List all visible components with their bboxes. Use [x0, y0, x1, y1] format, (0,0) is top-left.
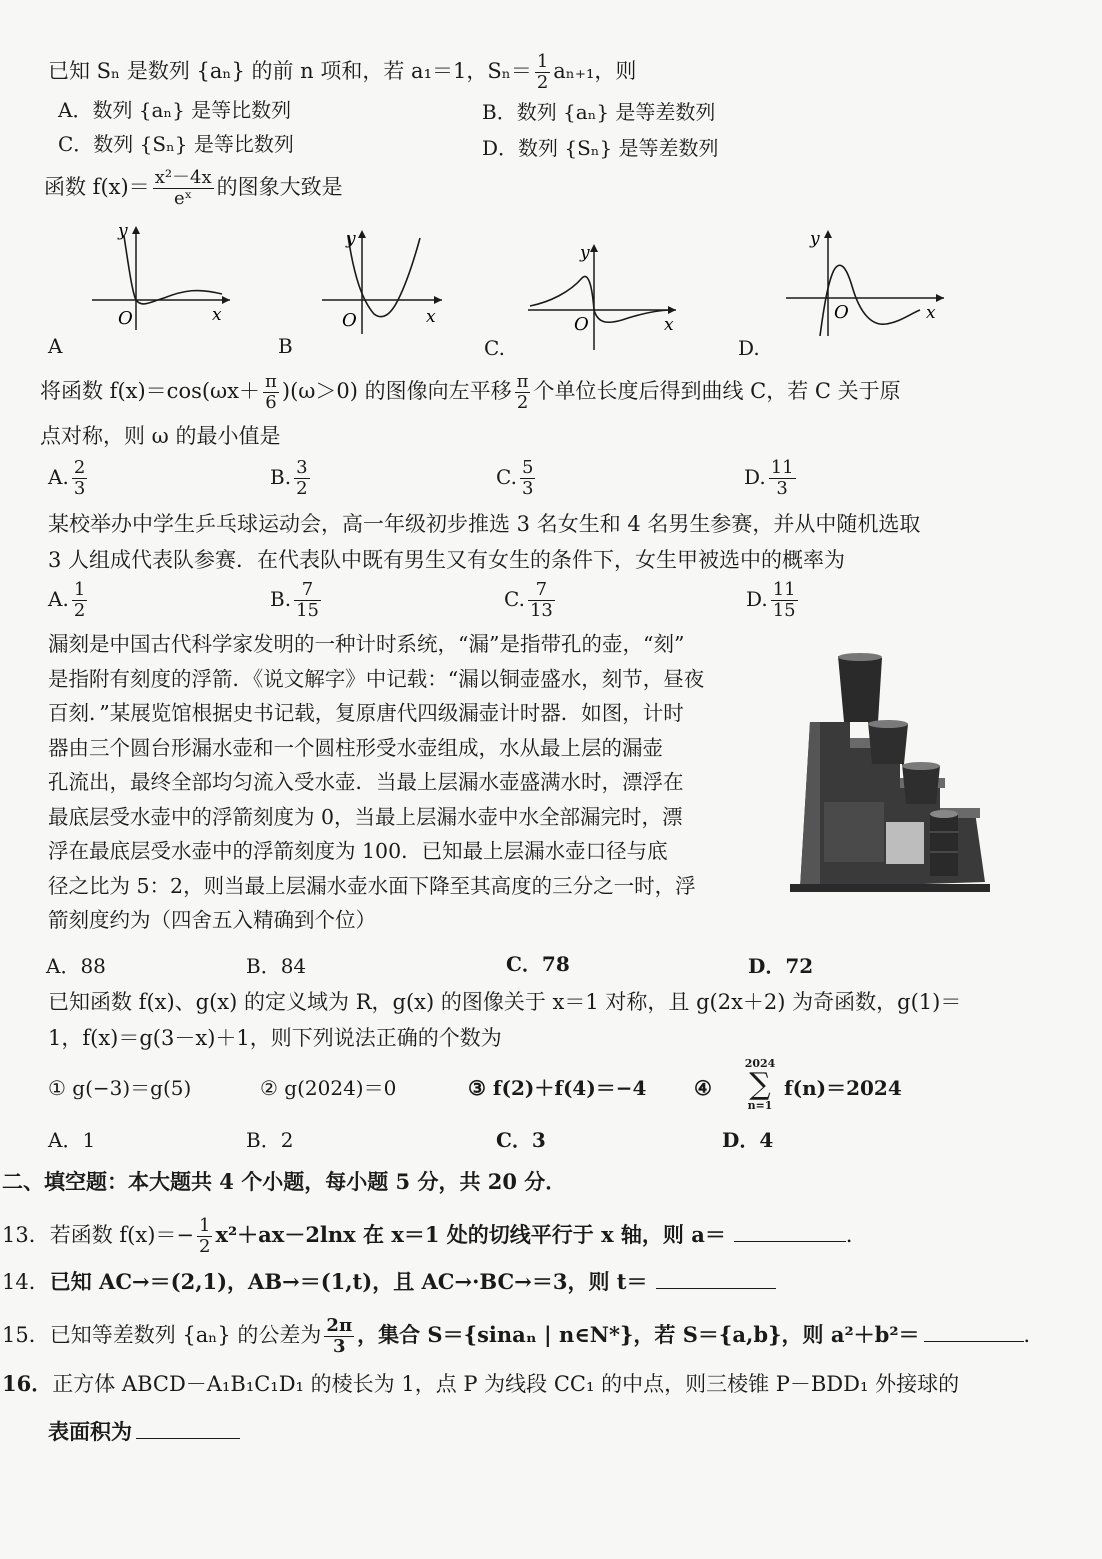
q-func-option-c: C．3 — [496, 1128, 546, 1152]
q-seq-stem: 已知 Sₙ 是数列 {aₙ} 的前 n 项和，若 a₁＝1，Sₙ＝ $\frac{1}{2}$ aₙ₊₁，则 — [48, 51, 637, 93]
graph-b-letter: B — [278, 334, 293, 358]
graph-d-letter: D. — [738, 336, 760, 360]
q13: 13．若函数 f(x)＝− $\frac{1}{2}$ x²＋ax－2lnx 在 x＝1 处的切线平行于 x 轴，则 a＝ ． — [2, 1215, 867, 1257]
section-heading: 二、填空题：本大题共 4 个小题，每小题 5 分，共 20 分． — [2, 1169, 567, 1194]
q13-number: 13． — [2, 1223, 50, 1247]
graph-d-x-label: x — [926, 303, 936, 323]
sum-sigma: ∑ — [749, 1067, 771, 1102]
q-func-item-4: ④ — [694, 1076, 712, 1100]
q-seq-option-a: A．数列 {aₙ} 是等比数列 — [58, 98, 292, 122]
q16-answer-blank[interactable] — [136, 1438, 240, 1439]
q-clock-option-b: B．84 — [246, 954, 307, 978]
q-trig-option-d: D. $\frac{11}{3}$ — [744, 457, 794, 499]
q-clock-line: 器由三个圆台形漏水壶和一个圆柱形受水壶组成，水从最上层的漏壶 — [48, 735, 663, 760]
graph-a-origin: O — [118, 308, 133, 329]
graph-a — [88, 222, 238, 332]
q-clock-line: 径之比为 5：2，则当最上层漏水壶水面下降至其高度的三分之一时，浮 — [48, 873, 696, 898]
q-graph-stem: 函数 f(x)＝ $\frac{\text{x²－4x}}{\text{eˣ}}$ 的图象大致是 — [44, 167, 343, 209]
q-clock-option-a: A．88 — [46, 954, 106, 978]
q-clock-option-d: D．72 — [748, 954, 814, 978]
q-trig-option-b: B. $\frac{3}{2}$ — [270, 457, 308, 499]
sum-lower-limit: n=1 — [747, 1099, 773, 1112]
q14: 14．已知 AC→＝(2,1)，AB→＝(1,t)，且 AC→·BC→＝3，则 t＝ — [2, 1268, 776, 1296]
q-seq-option-c: C．数列 {Sₙ} 是等比数列 — [58, 132, 294, 156]
q-func-line2: 1，f(x)＝g(3－x)＋1，则下列说法正确的个数为 — [48, 1026, 502, 1050]
q-clock-line: 是指附有刻度的浮箭．《说文解字》中记载：“漏以铜壶盛水，刻节，昼夜 — [48, 666, 705, 691]
q-func-option-b: B．2 — [246, 1128, 294, 1152]
q-clock-line: 漏刻是中国古代科学家发明的一种计时系统，“漏”是指带孔的壶，“刻” — [48, 632, 685, 656]
q13-answer-blank[interactable] — [734, 1241, 846, 1242]
graph-a-letter: A — [48, 334, 63, 358]
graph-b-curve — [348, 236, 420, 317]
q-clock-stem — [48, 630, 738, 941]
q-clock-line: 百刻．”某展览馆根据史书记载，复原唐代四级漏壶计时器．如图，计时 — [48, 701, 684, 725]
graph-c — [524, 240, 684, 350]
q-func-option-a: A．1 — [48, 1128, 96, 1152]
graph-b — [318, 226, 448, 336]
q-trig-option-a: A. $\frac{2}{3}$ — [48, 457, 86, 499]
water-clock-photo — [790, 652, 990, 898]
q-prob-option-c: C. $\frac{7}{13}$ — [504, 579, 553, 621]
q-seq-option-b: B．数列 {aₙ} 是等差数列 — [482, 100, 716, 124]
q-clock-line: 孔流出，最终全部均匀流入受水壶．当最上层漏水壶盛满水时，漂浮在 — [48, 770, 684, 794]
graph-b-origin: O — [342, 310, 357, 331]
graph-c-origin: O — [574, 314, 589, 335]
q-trig-line1: 将函数 f(x)＝cos(ωx＋ $\frac{\pi}{6}$ )(ω＞0) 的图像向左平移 $\frac{\pi}{2}$ 个单位长度后得到曲线 C，若 C 关于原 — [40, 371, 901, 413]
q-clock-option-c: C．78 — [506, 952, 570, 976]
q-trig-line2: 点对称，则 ω 的最小值是 — [40, 424, 281, 448]
q14-number: 14． — [2, 1270, 50, 1294]
q16-number: 16． — [2, 1371, 53, 1396]
q-seq-option-d: D．数列 {Sₙ} 是等差数列 — [482, 136, 719, 160]
q15-number: 15． — [2, 1323, 50, 1347]
graph-a-y-label: y — [118, 222, 128, 241]
graph-a-curve — [124, 236, 222, 304]
q-prob-line2: 3 人组成代表队参赛．在代表队中既有男生又有女生的条件下，女生甲被选中的概率为 — [48, 548, 846, 572]
graph-d-y-label: y — [810, 229, 820, 249]
q16-line2: 表面积为 — [48, 1418, 240, 1446]
q-clock-line: 箭刻度约为（四舍五入精确到个位） — [48, 908, 376, 932]
graph-b-x-label: x — [426, 307, 436, 327]
graph-d — [782, 226, 952, 336]
graph-c-letter: C. — [484, 336, 505, 360]
q-func-item-2: ② g(2024)＝0 — [260, 1076, 397, 1100]
q-func-sum-body: f(n)＝2024 — [784, 1076, 902, 1100]
graph-c-y-label: y — [580, 243, 590, 263]
q-prob-option-b: B. $\frac{7}{15}$ — [270, 579, 319, 621]
q-func-item-1: ① g(−3)＝g(5) — [48, 1076, 192, 1100]
sum-upper-limit: 2024 — [744, 1057, 776, 1070]
graph-c-x-label: x — [664, 315, 674, 335]
q-func-sum — [740, 1058, 780, 1112]
graph-c-curve — [530, 276, 672, 322]
q-clock-line: 浮在最底层受水壶中的浮箭刻度为 100．已知最上层漏水壶口径与底 — [48, 839, 668, 863]
q14-answer-blank[interactable] — [656, 1288, 776, 1289]
q15-answer-blank[interactable] — [924, 1341, 1024, 1342]
q15: 15．已知等差数列 {aₙ} 的公差为 $\frac{2\pi}{3}$ ，集合 S＝{sinaₙ | n∈N*}，若 S＝{a,b}，则 a²＋b²＝ ． — [2, 1315, 1045, 1357]
q-clock-line: 最底层受水壶中的浮箭刻度为 0，当最上层漏水壶中水全部漏完时，漂 — [48, 804, 683, 829]
q-prob-option-d: D. $\frac{11}{15}$ — [746, 579, 796, 621]
q-trig-option-c: C. $\frac{5}{3}$ — [496, 457, 534, 499]
q-func-line1: 已知函数 f(x)、g(x) 的定义域为 R，g(x) 的图像关于 x＝1 对称，且 g(2x＋2) 为奇函数，g(1)＝ — [48, 990, 962, 1014]
graph-d-origin: O — [834, 302, 849, 323]
q-func-item-3: ③ f(2)＋f(4)＝−4 — [468, 1076, 647, 1100]
graph-d-curve — [820, 265, 920, 336]
q-func-option-d: D．4 — [722, 1128, 774, 1152]
graph-a-x-label: x — [212, 305, 222, 325]
q-prob-line1: 某校举办中学生乒乓球运动会，高一年级初步推选 3 名女生和 4 名男生参赛，并从中随机选取 — [48, 512, 921, 536]
q-prob-option-a: A. $\frac{1}{2}$ — [48, 579, 86, 621]
q16-line1: 16．正方体 ABCD－A₁B₁C₁D₁ 的棱长为 1，点 P 为线段 CC₁ 的中点，则三棱锥 P－BDD₁ 外接球的 — [2, 1371, 960, 1396]
graph-b-y-label: y — [346, 229, 356, 249]
